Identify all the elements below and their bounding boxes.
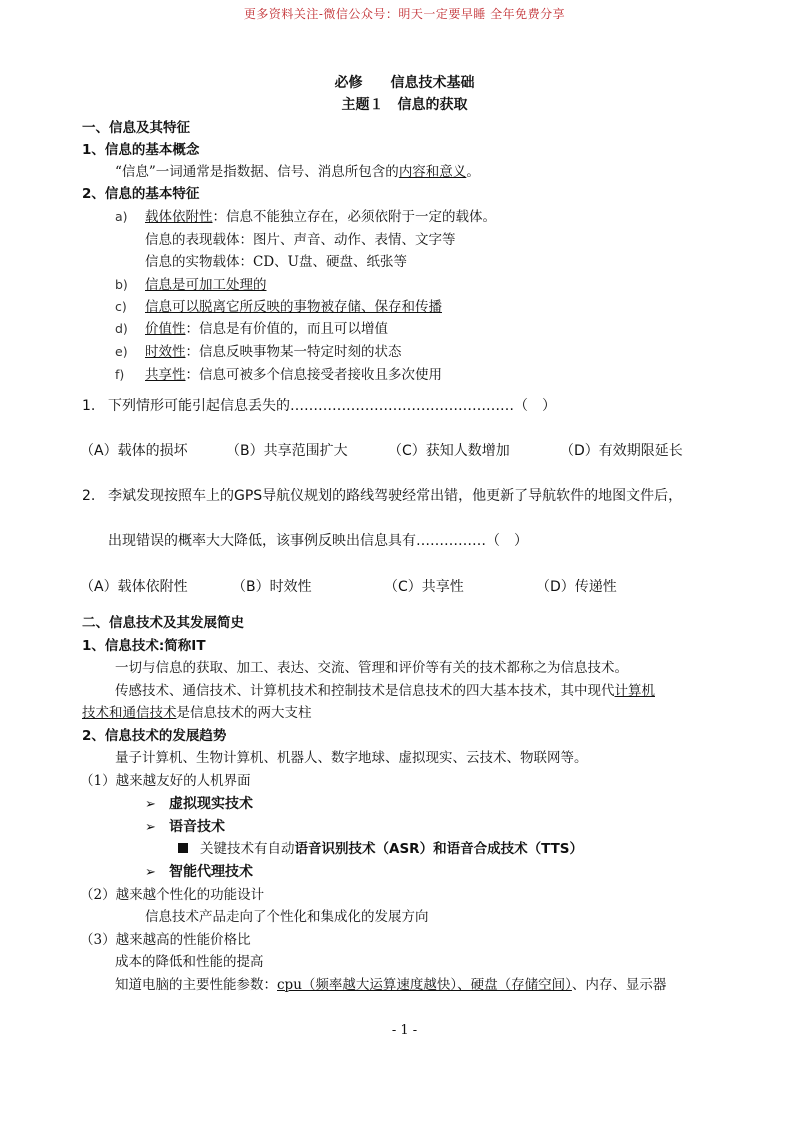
trend-2: （2）越来越个性化的功能设计 <box>80 887 265 903</box>
doc-subtitle: 主题１ 信息的获取 <box>341 97 468 113</box>
params-underlined: cpu（频率越大运算速度越快）、硬盘（存储空间） <box>277 977 572 993</box>
list-marker: f) <box>115 367 125 382</box>
q1-option-b: （B）共享范围扩大 <box>226 443 348 459</box>
item-text: 语音技术 <box>169 819 225 835</box>
sub-text: 关键技术有自动 <box>200 841 295 857</box>
feature-f <box>115 366 442 384</box>
feature-text: 信息是可加工处理的 <box>145 277 267 293</box>
params-text: 、内存、显示器 <box>571 977 667 993</box>
list-marker: b) <box>115 277 128 292</box>
q1-option-d: （D）有效期限延长 <box>560 443 683 459</box>
trend-3-text1: 成本的降低和性能的提高 <box>115 954 264 970</box>
q2-option-b: （B）时效性 <box>232 579 312 595</box>
q1-option-a: （A）载体的损坏 <box>80 443 188 459</box>
trend-3-text2 <box>115 976 666 994</box>
arrow-bullet-icon: ➢ <box>145 797 156 812</box>
section-2-heading: 二、信息技术及其发展简史 <box>82 615 244 631</box>
item-text: 智能代理技术 <box>169 864 253 880</box>
info-concept-text <box>115 163 480 181</box>
trend-1: （1）越来越友好的人机界面 <box>80 773 251 789</box>
q2-option-c: （C）共享性 <box>384 579 464 595</box>
subsection-2-2-heading: 2、信息技术的发展趋势 <box>82 728 227 744</box>
question-2-continued: 出现错误的概率大大降低，该事例反映出信息具有……………（ ） <box>108 533 528 549</box>
feature-a-line2: 信息的表现载体：图片、声音、动作、表情、文字等 <box>145 232 456 248</box>
question-1 <box>82 397 556 415</box>
question-stem: 下列情形可能引起信息丢失的…………………………………………（ ） <box>108 398 556 414</box>
trend-1-item-1 <box>145 795 253 814</box>
q2-option-d: （D）传递性 <box>536 579 617 595</box>
list-marker: e) <box>115 344 128 359</box>
q1-option-c: （C）获知人数增加 <box>388 443 510 459</box>
list-marker: a) <box>115 209 128 224</box>
concept-text-part: “信息”一词通常是指数据、信号、消息所包含的 <box>115 164 399 180</box>
feature-text: ：信息是有价值的，而且可以增值 <box>185 321 388 337</box>
question-2 <box>82 487 682 505</box>
pillars-underlined: 技术和通信技术 <box>82 705 177 721</box>
feature-c <box>115 298 442 316</box>
feature-d <box>115 320 388 338</box>
question-number: 1. <box>82 398 96 414</box>
page-number: - 1 - <box>391 1023 418 1038</box>
four-techs-underlined: 计算机 <box>614 683 655 699</box>
feature-text: ：信息反映事物某一特定时刻的状态 <box>185 344 402 360</box>
arrow-bullet-icon: ➢ <box>145 820 156 835</box>
trends-intro: 量子计算机、生物计算机、机器人、数字地球、虚拟现实、云技术、物联网等。 <box>115 750 588 766</box>
it-pillars <box>82 704 312 722</box>
question-number: 2. <box>82 488 96 504</box>
trend-1-item-2 <box>145 818 225 837</box>
feature-text: 信息可以脱离它所反映的事物被存储、保存和传播 <box>145 299 442 315</box>
feature-text: ：信息不能独立存在，必须依附于一定的载体。 <box>212 209 496 225</box>
promo-header: 更多资料关注-微信公众号：明天一定要早睡 全年免费分享 <box>243 7 566 21</box>
it-definition: 一切与信息的获取、加工、表达、交流、管理和评价等有关的技术都称之为信息技术。 <box>115 660 628 676</box>
feature-term: 共享性 <box>145 367 186 383</box>
it-four-techs <box>115 682 655 700</box>
feature-a <box>115 208 496 226</box>
subsection-1-2-heading: 2、信息的基本特征 <box>82 186 200 202</box>
feature-e <box>115 343 402 361</box>
item-text: 虚拟现实技术 <box>169 796 253 812</box>
trend-1-item-3 <box>145 863 253 882</box>
section-1-heading: 一、信息及其特征 <box>82 120 190 136</box>
list-marker: d) <box>115 321 128 336</box>
feature-text: ：信息可被多个信息接受者接收且多次使用 <box>185 367 442 383</box>
feature-term: 时效性 <box>145 344 186 360</box>
square-bullet-icon <box>178 843 188 853</box>
trend-2-text: 信息技术产品走向了个性化和集成化的发展方向 <box>145 909 429 925</box>
pillars-text: 是信息技术的两大支柱 <box>176 705 312 721</box>
subsection-2-1-heading: 1、信息技术:简称IT <box>82 638 206 654</box>
subsection-1-1-heading: 1、信息的基本概念 <box>82 142 200 158</box>
trend-3: （3）越来越高的性能价格比 <box>80 932 251 948</box>
feature-b <box>115 276 267 294</box>
sub-text-bold: 语音识别技术（ASR）和语音合成技术（TTS） <box>294 841 584 857</box>
feature-term: 价值性 <box>145 321 186 337</box>
question-stem: 李斌发现按照车上的GPS导航仪规划的路线驾驶经常出错，他更新了导航软件的地图文件后， <box>108 488 683 504</box>
list-marker: c) <box>115 299 127 314</box>
trend-1-item-2-sub <box>178 840 583 858</box>
q2-option-a: （A）载体依附性 <box>80 579 188 595</box>
four-techs-text: 传感技术、通信技术、计算机技术和控制技术是信息技术的四大基本技术，其中现代 <box>115 683 615 699</box>
arrow-bullet-icon: ➢ <box>145 865 156 880</box>
feature-a-line3: 信息的实物载体：CD、U盘、硬盘、纸张等 <box>145 254 408 270</box>
concept-text-end: 。 <box>466 164 480 180</box>
doc-title: 必修 信息技术基础 <box>334 75 475 91</box>
feature-term: 载体依附性 <box>145 209 213 225</box>
concept-underlined: 内容和意义 <box>398 164 467 180</box>
params-label: 知道电脑的主要性能参数： <box>115 977 277 993</box>
